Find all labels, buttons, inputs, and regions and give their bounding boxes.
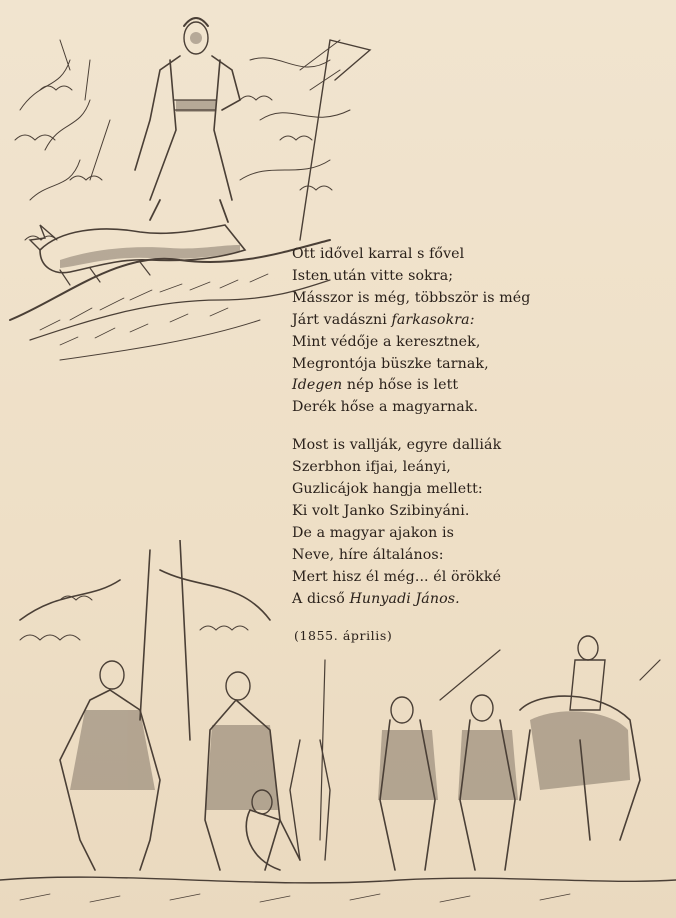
poem-line xyxy=(292,501,592,523)
text-run: Neve, híre általános: xyxy=(292,546,444,563)
poem-line xyxy=(292,354,592,376)
text-run: Guzlicájok hangja mellett: xyxy=(292,481,483,498)
text-run: A dicső xyxy=(292,590,350,607)
poem-line xyxy=(292,375,592,397)
italic-text: Hunyadi János. xyxy=(349,590,460,607)
poem-date: (1855. április) xyxy=(294,628,393,643)
italic-text: farkasokra: xyxy=(391,311,475,328)
poem-line xyxy=(292,244,592,266)
italic-text: Idegen xyxy=(292,377,343,394)
text-run: Ott idővel karral s fővel xyxy=(292,246,465,262)
text-run: De a magyar ajakon is xyxy=(292,524,455,541)
poem-line xyxy=(292,288,592,310)
poem-line xyxy=(292,397,592,419)
text-run: nép hőse is lett xyxy=(342,377,459,394)
text-run: Derék hőse a magyarnak. xyxy=(292,399,479,416)
poem-line xyxy=(292,435,592,457)
group-of-soldiers-illustration xyxy=(0,540,676,918)
poem-line xyxy=(292,479,592,501)
poem-line xyxy=(292,310,592,332)
text-run: Isten után vitte sokra; xyxy=(292,267,454,284)
stanza-1 xyxy=(292,244,592,419)
poem-line xyxy=(292,266,592,288)
text-run: Szerbhon ifjai, leányi, xyxy=(292,459,451,476)
poem-line xyxy=(292,457,592,479)
text-run: Ki volt Janko Szibinyáni. xyxy=(292,502,470,519)
text-run: Mert hisz él még... él örökké xyxy=(292,568,502,585)
text-run: Járt vadászni xyxy=(292,311,392,328)
text-run: Mint védője a keresztnek, xyxy=(292,333,481,350)
poem-line xyxy=(292,332,592,354)
text-run: Másszor is még, többször is még xyxy=(292,289,531,306)
text-run: Megrontója büszke tarnak, xyxy=(292,355,489,372)
text-run: Most is vallják, egyre dalliák xyxy=(292,437,502,454)
